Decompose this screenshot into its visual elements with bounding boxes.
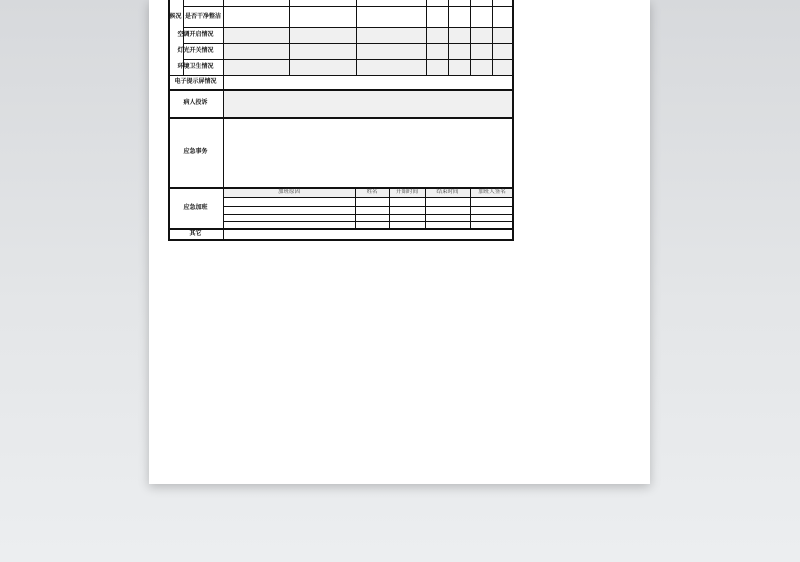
col-divider — [470, 0, 471, 75]
overtime-header: 结束时间 — [436, 188, 459, 195]
col-divider — [492, 0, 493, 75]
row-label: 应急加班 — [183, 203, 208, 211]
row-divider — [183, 43, 514, 44]
col-divider — [448, 0, 449, 75]
row-label: 环境卫生情况 — [177, 63, 214, 70]
overtime-header: 加班原因 — [277, 188, 300, 195]
overtime-header: 开始时间 — [395, 188, 418, 195]
complaint-value-area — [223, 90, 513, 117]
row-label: 空调开启情况 — [177, 31, 214, 38]
row-label: 电子提示屏情况 — [174, 78, 217, 85]
row-label: 是否干净整洁 — [184, 13, 221, 20]
row-label: 病人投诉 — [183, 99, 208, 106]
row-label: 灯光开关情况 — [177, 47, 214, 54]
col-divider — [426, 0, 427, 75]
border-right — [512, 0, 514, 241]
col-divider — [289, 0, 290, 75]
overtime-header: 加班人签名 — [478, 188, 506, 195]
col-divider — [223, 0, 224, 75]
row-divider — [183, 27, 514, 28]
group-label: 候况 — [169, 13, 182, 20]
row-divider — [183, 59, 514, 60]
row-label: 应急事务 — [183, 148, 208, 155]
col-divider — [223, 75, 224, 241]
col-divider — [356, 0, 357, 75]
inspection-form-table — [168, 0, 514, 241]
overtime-header: 姓名 — [366, 188, 378, 195]
row-divider — [183, 6, 514, 7]
row-label: 其它 — [189, 230, 202, 237]
